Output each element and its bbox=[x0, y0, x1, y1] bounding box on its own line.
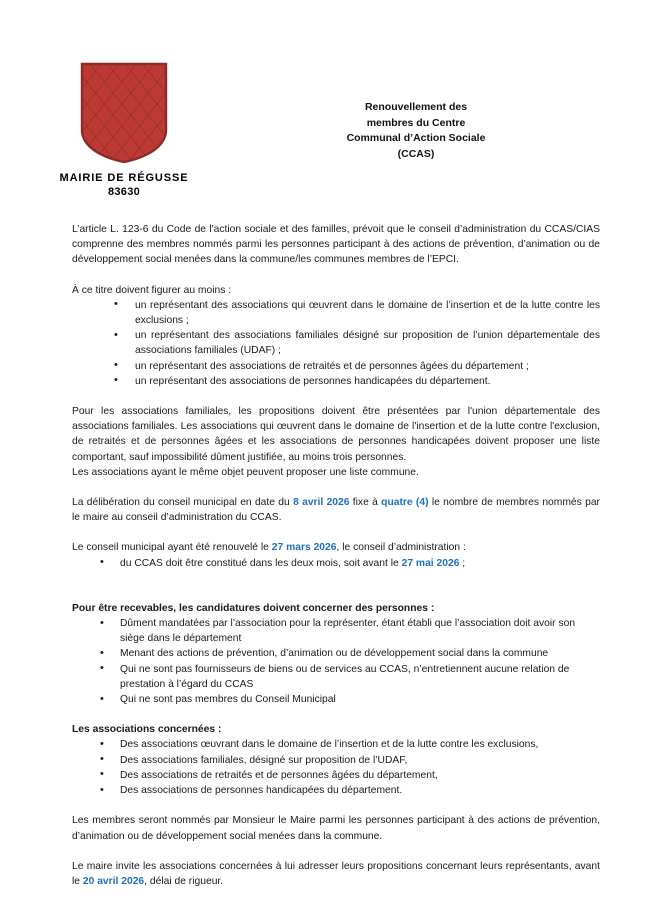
deliberation-text-3: le nombre de membres nommés par le maire au conseil d’administration du CCAS. bbox=[72, 497, 600, 524]
renewal-bullet-text-1: du CCAS doit être constitué dans les deux mois, soit avant le bbox=[120, 557, 402, 569]
invitation-paragraph bbox=[72, 859, 600, 889]
coat-of-arms-lozengy-shield-icon bbox=[78, 60, 170, 166]
list-item: • un représentant des associations de retraités et de personnes âgées du département ; bbox=[72, 359, 600, 374]
document-header bbox=[0, 60, 652, 205]
same-object-paragraph: Les associations ayant le même objet peuvent proposer une liste commune. bbox=[72, 466, 419, 478]
eligibility-heading: Pour être recevables, les candidatures doivent concerner des personnes : bbox=[72, 602, 435, 614]
list-item bbox=[72, 556, 600, 571]
list-item: • Des associations de retraités et de personnes âgées du département, bbox=[72, 768, 600, 783]
associations-heading: Les associations concernées : bbox=[72, 724, 222, 736]
list-item: • Qui ne sont pas membres du Conseil Municipal bbox=[72, 692, 600, 707]
list-item: • un représentant des associations familiales désigné sur proposition de l’union départementale des associations familiales (UDAF) ; bbox=[72, 328, 600, 358]
invitation-text-1: Le maire invite les associations concernées à lui adresser leurs propositions concernant leurs représentants, avant le bbox=[72, 860, 600, 887]
renewal-text-1: Le conseil municipal ayant été renouvelé le bbox=[72, 542, 272, 554]
list-item: • un représentant des associations qui œuvrent dans le domaine de l’insertion et de la lutte contre les exclusions ; bbox=[72, 298, 600, 328]
lead-in-paragraph: À ce titre doivent figurer au moins : bbox=[72, 284, 232, 296]
list-item: • Menant des actions de prévention, d’animation ou de développement social dans la commune bbox=[72, 646, 600, 661]
intro-paragraph: L’article L. 123-6 du Code de l'action sociale et des familles, prévoit que le conseil d’administration du CCAS/CIAS comprenne des membres nommés parmi les personnes participant à des actions de prévention, d’animation ou de développement social menées dans la commune/les communes membres de l’EPCI. bbox=[72, 224, 600, 266]
document-title-line-1: Renouvellement des bbox=[364, 101, 468, 113]
deliberation-text-1: La délibération du conseil municipal en date du bbox=[72, 497, 294, 509]
list-item: • Qui ne sont pas fournisseurs de biens ou de services au CCAS, n’entretiennent aucune relation de prestation à l’égard du CCAS bbox=[72, 662, 600, 692]
municipality-crest-block bbox=[34, 60, 214, 198]
document-title-line-3: Communal d’Action Sociale bbox=[346, 132, 486, 144]
list-item: • Dûment mandatées par l’association pour la représenter, étant établi que l’association doit avoir son siège dans le département bbox=[72, 616, 600, 646]
document-title-line-2: membres du Centre bbox=[366, 116, 466, 129]
list-item: • Des associations de personnes handicapées du département. bbox=[72, 783, 600, 798]
renewal-paragraph bbox=[72, 540, 600, 555]
renewal-text-2: , le conseil d’administration : bbox=[336, 542, 466, 554]
list-item: • Des associations familiales, désigné sur proposition de l’UDAF, bbox=[72, 753, 600, 768]
municipality-postcode: 83630 bbox=[107, 186, 141, 198]
document-title-line-4: (CCAS) bbox=[397, 147, 435, 160]
renewal-deadline-list bbox=[72, 556, 600, 571]
required-members-list bbox=[72, 298, 600, 389]
associations-list bbox=[72, 737, 600, 798]
list-item: • un représentant des associations de personnes handicapées du département. bbox=[72, 374, 600, 389]
document-title bbox=[300, 100, 532, 162]
invitation-text-2: , délai de rigueur. bbox=[144, 875, 224, 887]
appointment-paragraph: Les membres seront nommés par Monsieur le Maire parmi les personnes participant à des actions de prévention, d’animation ou de développement social menées dans la commune. bbox=[72, 815, 600, 842]
deliberation-date: 8 avril 2026 bbox=[293, 497, 350, 509]
list-item: • Des associations œuvrant dans le domaine de l’insertion et de la lutte contre les exclusions, bbox=[72, 737, 600, 752]
deliberation-text-2: fixe à bbox=[349, 497, 382, 509]
proposals-paragraph: Pour les associations familiales, les propositions doivent être présentées par l'union départementale des associations familiales. Les associations qui œuvrent dans le domaine de l'insertion et de la lutte contre l'exclusion, de retraités et de personnes âgées et les associations de personnes handicapées doivent proposer une liste comportant, sauf impossibilité dûment justifiée, au moins trois personnes. bbox=[72, 406, 600, 463]
document-body bbox=[72, 222, 600, 889]
deliberation-member-count: quatre (4) bbox=[381, 497, 429, 509]
renewal-date: 27 mars 2026 bbox=[271, 542, 337, 554]
municipality-name: MAIRIE DE RÉGUSSE bbox=[59, 172, 189, 184]
deliberation-paragraph bbox=[72, 495, 600, 525]
renewal-deadline-date: 27 mai 2026 bbox=[401, 557, 460, 569]
eligibility-list bbox=[72, 616, 600, 707]
invitation-deadline-date: 20 avril 2026 bbox=[82, 875, 145, 887]
renewal-bullet-text-2: ; bbox=[459, 557, 466, 569]
